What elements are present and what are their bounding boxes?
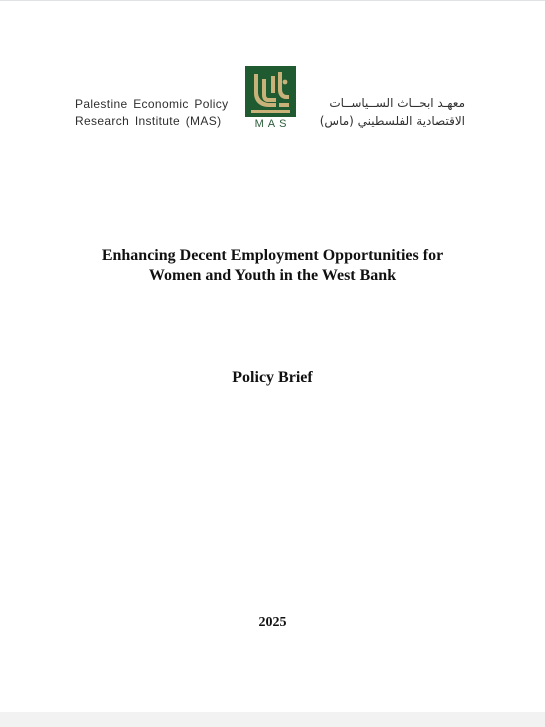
institute-name-english-line1: Palestine Economic Policy (75, 97, 229, 111)
logo-text: MAS (254, 118, 291, 130)
document-title (40, 246, 505, 286)
institute-name-arabic-line2: الاقتصادية الفلسطيني (ماس) (319, 114, 465, 128)
institute-name-arabic-line1: معهـد ابحــاث الســياســات (329, 96, 465, 110)
viewer-background-strip (0, 712, 545, 727)
institute-name-arabic (305, 94, 465, 130)
document-title-line1: Enhancing Decent Employment Opportunities for (101, 247, 444, 264)
document-year: 2025 (258, 615, 287, 630)
document-title-line2: Women and Youth in the West Bank (148, 267, 397, 284)
institute-name-english-line2: Research Institute (MAS) (75, 114, 222, 128)
institute-name-english (75, 96, 240, 130)
mas-logo-mark-icon (245, 66, 296, 117)
mas-logo (245, 66, 296, 132)
document-type: Policy Brief (232, 369, 313, 386)
